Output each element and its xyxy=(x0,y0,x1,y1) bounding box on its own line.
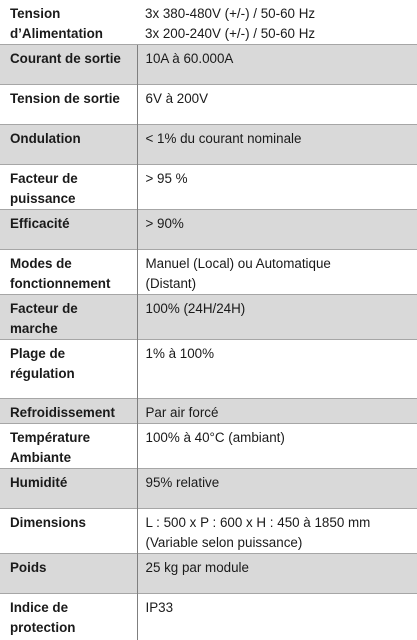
spec-value-line: IP33 xyxy=(146,598,417,618)
row-efficacite xyxy=(0,210,417,250)
spec-label-line: Modes de xyxy=(10,254,137,274)
spec-value xyxy=(137,210,417,250)
spec-label-line: Ondulation xyxy=(10,129,137,149)
spec-value-line: 100% à 40°C (ambiant) xyxy=(146,428,417,448)
row-tension-sortie xyxy=(0,85,417,125)
spec-value xyxy=(137,85,417,125)
spec-value-line: 100% (24H/24H) xyxy=(146,299,417,319)
row-facteur-puissance xyxy=(0,165,417,210)
spec-label-line: Température xyxy=(10,428,137,448)
spec-label-line: Courant de sortie xyxy=(10,49,137,69)
row-poids xyxy=(0,554,417,594)
spec-value xyxy=(137,295,417,340)
spec-label xyxy=(0,399,137,424)
spec-label-line: protection xyxy=(10,618,137,638)
spec-label-line: Dimensions xyxy=(10,513,137,533)
spec-label-line: Refroidissement xyxy=(10,403,137,423)
spec-label-line: d’Alimentation xyxy=(10,24,137,44)
spec-value-line: 25 kg par module xyxy=(146,558,417,578)
spec-value xyxy=(137,469,417,509)
spec-label xyxy=(0,554,137,594)
spec-label xyxy=(0,340,137,399)
spec-label-line: Facteur de xyxy=(10,169,137,189)
spec-value xyxy=(137,554,417,594)
row-facteur-marche xyxy=(0,295,417,340)
spec-value-line: L : 500 x P : 600 x H : 450 à 1850 mm xyxy=(146,513,417,533)
spec-label-line: Poids xyxy=(10,558,137,578)
row-humidite xyxy=(0,469,417,509)
spec-label-line: Efficacité xyxy=(10,214,137,234)
spec-label-line: puissance xyxy=(10,189,137,209)
spec-label-line: Tension de sortie xyxy=(10,89,137,109)
spec-value-line: 3x 200-240V (+/-) / 50-60 Hz xyxy=(145,24,417,44)
spec-value xyxy=(137,594,417,640)
spec-label xyxy=(0,295,137,340)
row-dimensions xyxy=(0,509,417,554)
spec-value xyxy=(137,45,417,85)
spec-label xyxy=(0,0,137,45)
spec-value-line: < 1% du courant nominale xyxy=(146,129,417,149)
spec-label-line: Indice de xyxy=(10,598,137,618)
row-tension-alimentation xyxy=(0,0,417,45)
spec-label-line: fonctionnement xyxy=(10,274,137,294)
spec-value-line: > 95 % xyxy=(146,169,417,189)
spec-label-line: régulation xyxy=(10,364,137,384)
spec-value xyxy=(137,165,417,210)
spec-value xyxy=(137,509,417,554)
spec-value xyxy=(137,340,417,399)
spec-value xyxy=(137,0,417,45)
spec-label xyxy=(0,594,137,640)
spec-label xyxy=(0,45,137,85)
spec-label-line: Facteur de xyxy=(10,299,137,319)
spec-value-line: Par air forcé xyxy=(146,403,417,423)
spec-value-line: 1% à 100% xyxy=(146,344,417,364)
spec-label-line: Ambiante xyxy=(10,448,137,468)
spec-label xyxy=(0,469,137,509)
spec-label xyxy=(0,165,137,210)
spec-label-line: Plage de xyxy=(10,344,137,364)
spec-label-line: marche xyxy=(10,319,137,339)
spec-label xyxy=(0,125,137,165)
spec-label xyxy=(0,250,137,295)
spec-value-line: (Variable selon puissance) xyxy=(146,533,417,553)
spec-label xyxy=(0,424,137,469)
row-refroidissement xyxy=(0,399,417,424)
spec-label-line: Humidité xyxy=(10,473,137,493)
row-courant-sortie xyxy=(0,45,417,85)
spec-value-line: 95% relative xyxy=(146,473,417,493)
row-plage-regulation xyxy=(0,340,417,399)
row-indice-protection xyxy=(0,594,417,640)
spec-label xyxy=(0,509,137,554)
spec-value-line: 6V à 200V xyxy=(146,89,417,109)
spec-value xyxy=(137,125,417,165)
row-temperature-ambiante xyxy=(0,424,417,469)
spec-value-line: > 90% xyxy=(146,214,417,234)
spec-value-line: 3x 380-480V (+/-) / 50-60 Hz xyxy=(145,4,417,24)
spec-value xyxy=(137,399,417,424)
row-modes-fonctionnement xyxy=(0,250,417,295)
row-ondulation xyxy=(0,125,417,165)
spec-value-line: 10A à 60.000A xyxy=(146,49,417,69)
spec-value xyxy=(137,250,417,295)
spec-value-line: Manuel (Local) ou Automatique xyxy=(146,254,417,274)
spec-value xyxy=(137,424,417,469)
spec-value-line: (Distant) xyxy=(146,274,417,294)
spec-label xyxy=(0,210,137,250)
spec-label-line: Tension xyxy=(10,4,137,24)
spec-label xyxy=(0,85,137,125)
